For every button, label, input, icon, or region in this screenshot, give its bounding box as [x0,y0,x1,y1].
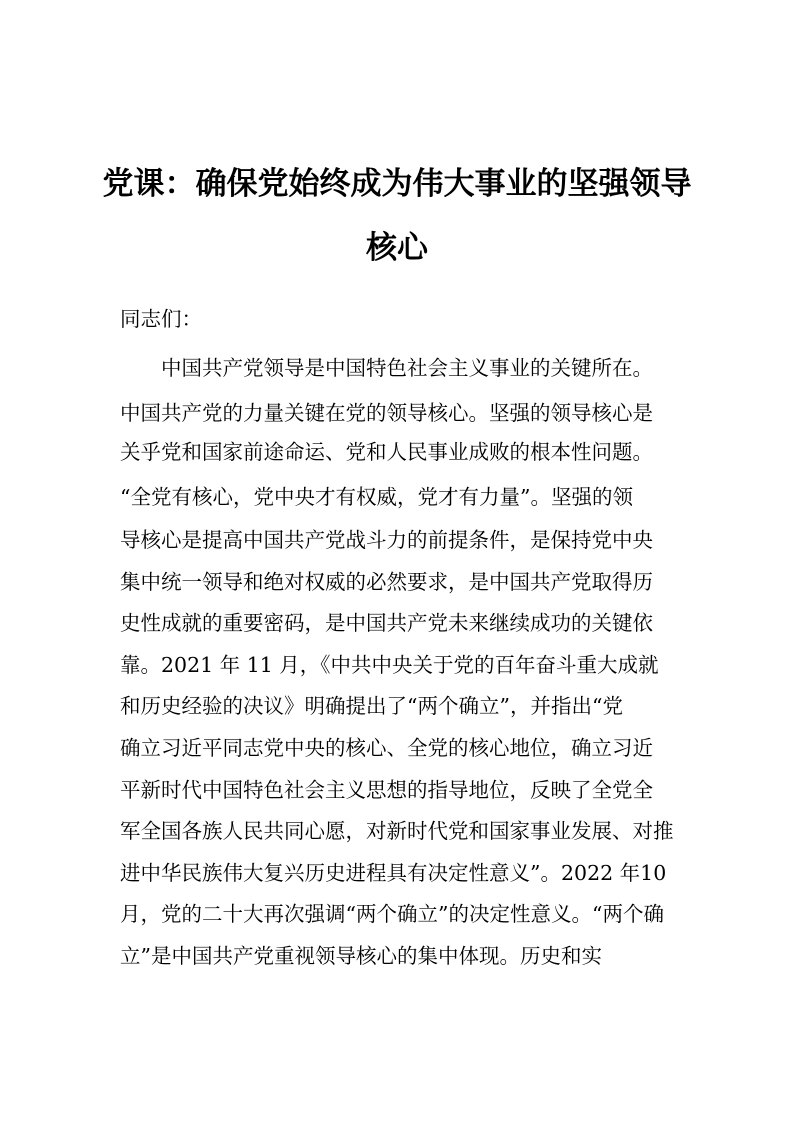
body-line: “全党有核心，党中央才有权威，党才有力量”。坚强的领 [120,485,633,509]
body-line: 平新时代中国特色社会主义思想的指导地位，反映了全党全 [120,778,653,802]
body-line: 导核心是提高中国共产党战斗力的前提条件，是保持党中央 [120,528,653,552]
document-title-line-1: 党课：确保党始终成为伟大事业的坚强领导 [102,166,692,202]
body-line: 立”是中国共产党重视领导核心的集中体现。历史和实 [120,944,602,968]
body-line: 关乎党和国家前途命运、党和人民事业成败的根本性问题。 [120,440,653,464]
document-title-line-2: 核心 [366,230,428,266]
body-line: 进中华民族伟大复兴历史进程具有决定性意义”。2022 年10 [120,861,667,885]
body-line: 月，党的二十大再次强调“两个确立”的决定性意义。“两个确 [120,902,664,926]
body-line: 和历史经验的决议》明确提出了“两个确立”，并指出“党 [120,694,623,718]
body-line: 军全国各族人民共同心愿，对新时代党和国家事业发展、对推 [120,819,674,843]
body-line: 集中统一领导和绝对权威的必然要求，是中国共产党取得历 [120,570,653,594]
body-line: 中国共产党领导是中国特色社会主义事业的关键所在。 [161,356,653,380]
body-line: 靠。2021 年 11 月，《中共中央关于党的百年奋斗重大成就 [120,653,659,677]
body-line: 确立习近平同志党中央的核心、全党的核心地位，确立习近 [120,736,653,760]
salutation: 同志们： [120,307,202,331]
body-line: 中国共产党的力量关键在党的领导核心。坚强的领导核心是 [120,401,653,425]
body-line: 史性成就的重要密码，是中国共产党未来继续成功的关键依 [120,611,653,635]
